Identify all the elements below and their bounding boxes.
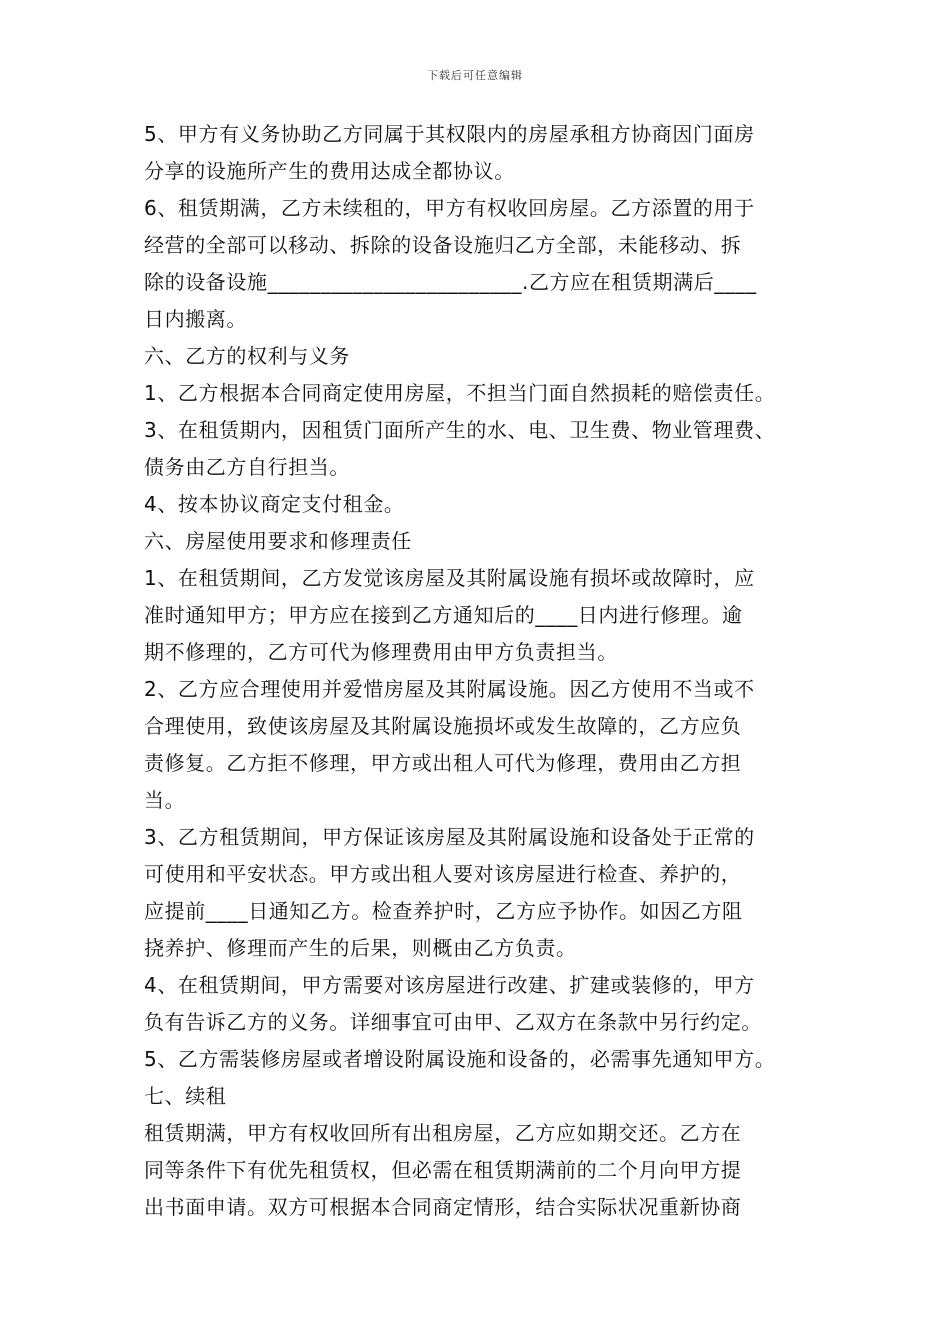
text-line: 期不修理的，乙方可代为修理费用由甲方负责担当。 — [144, 640, 618, 664]
text-line: 准时通知甲方；甲方应在接到乙方通知后的____日内进行修理。逾 — [144, 603, 743, 627]
text-line: 债务由乙方自行担当。 — [144, 455, 350, 479]
text-line: 租赁期满，甲方有权收回所有出租房屋，乙方应如期交还。乙方在 — [144, 1121, 742, 1145]
text-line: 同等条件下有优先租赁权，但必需在租赁期满前的二个月向甲方提 — [144, 1158, 742, 1182]
text-line: 1、在租赁期间，乙方发觉该房屋及其附属设施有损坏或故障时，应 — [144, 566, 755, 590]
text-line: 5、乙方需装修房屋或者增设附属设施和设备的，必需事先通知甲方。 — [144, 1047, 776, 1071]
text-line: 3、在租赁期内，因租赁门面所产生的水、电、卫生费、物业管理费、 — [144, 418, 776, 442]
text-line: 当。 — [144, 788, 186, 812]
text-line: 4、在租赁期间，甲方需要对该房屋进行改建、扩建或装修的，甲方 — [144, 973, 755, 997]
header-note: 下载后可任意编辑 — [427, 69, 523, 82]
text-line: 日内搬离。 — [144, 307, 247, 331]
text-line: 合理使用，致使该房屋及其附属设施损坏或发生故障的，乙方应负 — [144, 714, 742, 738]
text-line: 除的设备设施________________________.乙方应在租赁期满后____ — [144, 270, 757, 294]
text-line: 经营的全部可以移动、拆除的设备设施归乙方全部，未能移动、拆 — [144, 233, 742, 257]
text-line: 应提前____日通知乙方。检查养护时，乙方应予协作。如因乙方阻 — [144, 899, 743, 923]
text-line: 可使用和平安状态。甲方或出租人要对该房屋进行检查、养护的， — [144, 862, 742, 886]
text-line: 6、租赁期满，乙方未续租的，甲方有权收回房屋。乙方添置的用于 — [144, 196, 755, 220]
text-line: 3、乙方租赁期间，甲方保证该房屋及其附属设施和设备处于正常的 — [144, 825, 755, 849]
text-line: 5、甲方有义务协助乙方同属于其权限内的房屋承租方协商因门面房 — [144, 122, 755, 146]
section-heading: 六、房屋使用要求和修理责任 — [144, 529, 412, 553]
text-line: 负有告诉乙方的义务。详细事宜可由甲、乙双方在条款中另行约定。 — [144, 1010, 762, 1034]
text-line: 挠养护、修理而产生的后果，则概由乙方负责。 — [144, 936, 577, 960]
text-line: 责修复。乙方拒不修理，甲方或出租人可代为修理，费用由乙方担 — [144, 751, 742, 775]
text-line: 分享的设施所产生的费用达成全都协议。 — [144, 159, 515, 183]
text-line: 2、乙方应合理使用并爱惜房屋及其附属设施。因乙方使用不当或不 — [144, 677, 755, 701]
document-body — [144, 116, 824, 1226]
text-line: 4、按本协议商定支付租金。 — [144, 492, 405, 516]
text-line: 出书面申请。双方可根据本合同商定情形，结合实际状况重新协商 — [144, 1195, 742, 1219]
section-heading: 七、续租 — [144, 1084, 227, 1108]
text-line: 1、乙方根据本合同商定使用房屋，不担当门面自然损耗的赔偿责任。 — [144, 381, 776, 405]
section-heading: 六、乙方的权利与义务 — [144, 344, 350, 368]
